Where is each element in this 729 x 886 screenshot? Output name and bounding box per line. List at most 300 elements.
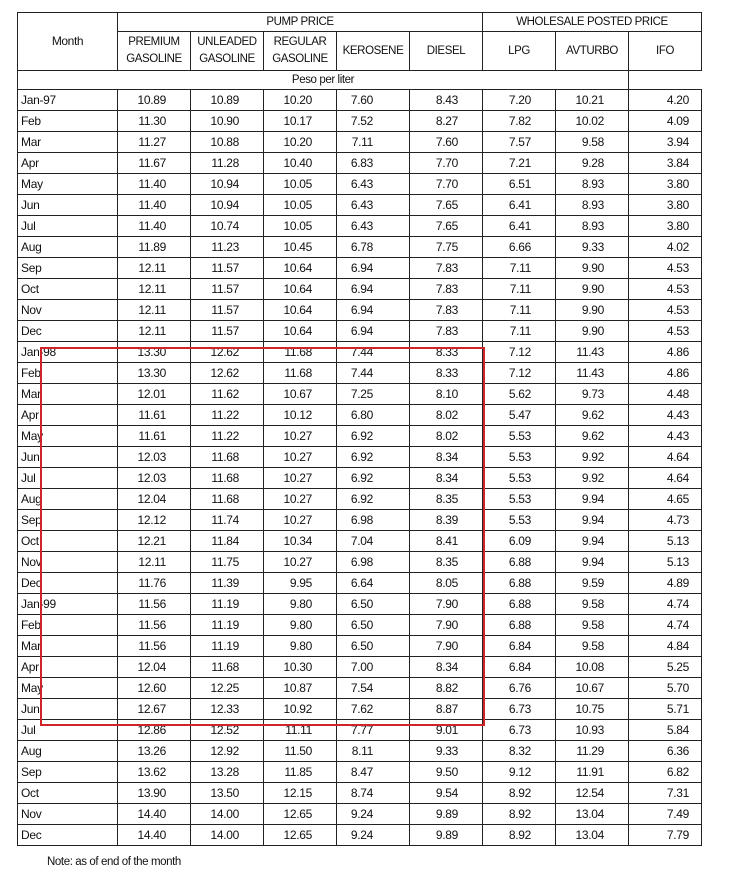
month-cell: Oct: [18, 531, 118, 552]
column-header-line1: IFO: [656, 44, 674, 57]
price-cell: 10.87: [264, 678, 337, 699]
price-cell: 10.88: [191, 132, 264, 153]
price-cell: 11.57: [191, 279, 264, 300]
price-cell: 4.48: [629, 384, 702, 405]
price-cell: 11.68: [191, 447, 264, 468]
price-cell: 11.40: [118, 216, 191, 237]
price-cell: 4.43: [629, 405, 702, 426]
price-cell: 6.73: [483, 720, 556, 741]
price-cell: 10.17: [264, 111, 337, 132]
price-cell: 13.62: [118, 762, 191, 783]
price-cell: 7.44: [337, 342, 410, 363]
price-cell: 7.70: [410, 174, 483, 195]
price-cell: 6.94: [337, 279, 410, 300]
price-cell: 7.11: [483, 258, 556, 279]
price-cell: 14.00: [191, 804, 264, 825]
price-cell: 9.62: [556, 426, 629, 447]
month-cell: Nov: [18, 804, 118, 825]
price-cell: 6.92: [337, 489, 410, 510]
price-cell: 7.83: [410, 321, 483, 342]
month-cell: Sep: [18, 258, 118, 279]
price-cell: 5.62: [483, 384, 556, 405]
price-cell: 9.94: [556, 510, 629, 531]
price-cell: 4.64: [629, 468, 702, 489]
price-cell: 6.92: [337, 426, 410, 447]
price-cell: 9.54: [410, 783, 483, 804]
price-cell: 10.30: [264, 657, 337, 678]
price-cell: 8.93: [556, 216, 629, 237]
price-cell: 10.27: [264, 426, 337, 447]
price-cell: 7.90: [410, 615, 483, 636]
price-cell: 7.20: [483, 90, 556, 111]
price-cell: 9.94: [556, 552, 629, 573]
price-cell: 7.77: [337, 720, 410, 741]
price-cell: 3.80: [629, 195, 702, 216]
price-cell: 11.56: [118, 636, 191, 657]
price-cell: 13.30: [118, 363, 191, 384]
price-cell: 11.27: [118, 132, 191, 153]
table-row: [18, 342, 702, 363]
table-row: [18, 468, 702, 489]
price-cell: 14.40: [118, 825, 191, 846]
price-cell: 6.50: [337, 594, 410, 615]
price-cell: 11.84: [191, 531, 264, 552]
table-row: [18, 258, 702, 279]
price-cell: 4.74: [629, 615, 702, 636]
price-cell: 4.20: [629, 90, 702, 111]
price-cell: 8.33: [410, 363, 483, 384]
month-cell: Jul: [18, 468, 118, 489]
table-row: [18, 153, 702, 174]
price-cell: 8.10: [410, 384, 483, 405]
price-cell: 11.19: [191, 594, 264, 615]
price-cell: 8.93: [556, 195, 629, 216]
price-cell: 6.51: [483, 174, 556, 195]
price-cell: 8.87: [410, 699, 483, 720]
table-row: [18, 552, 702, 573]
price-cell: 8.82: [410, 678, 483, 699]
price-cell: 9.24: [337, 804, 410, 825]
price-cell: 9.89: [410, 825, 483, 846]
table-row: [18, 384, 702, 405]
price-cell: 13.50: [191, 783, 264, 804]
price-cell: 12.11: [118, 258, 191, 279]
price-cell: 8.35: [410, 552, 483, 573]
month-cell: Jan-97: [18, 90, 118, 111]
price-cell: 6.43: [337, 216, 410, 237]
table-row: [18, 489, 702, 510]
month-cell: Oct: [18, 279, 118, 300]
price-cell: 12.92: [191, 741, 264, 762]
column-header-line2: GASOLINE: [199, 53, 255, 65]
month-cell: Feb: [18, 111, 118, 132]
price-cell: 7.57: [483, 132, 556, 153]
price-cell: 11.30: [118, 111, 191, 132]
month-cell: Feb: [18, 363, 118, 384]
month-cell: Apr: [18, 153, 118, 174]
price-cell: 8.41: [410, 531, 483, 552]
table-row: [18, 573, 702, 594]
price-cell: 8.33: [410, 342, 483, 363]
month-cell: Mar: [18, 636, 118, 657]
price-cell: 6.76: [483, 678, 556, 699]
price-table: [17, 12, 702, 846]
price-cell: 11.23: [191, 237, 264, 258]
price-cell: 8.05: [410, 573, 483, 594]
price-cell: 13.26: [118, 741, 191, 762]
price-cell: 9.50: [410, 762, 483, 783]
price-table-sheet: [17, 12, 701, 846]
price-cell: 6.41: [483, 216, 556, 237]
month-cell: Apr: [18, 405, 118, 426]
price-cell: 12.01: [118, 384, 191, 405]
table-row: [18, 90, 702, 111]
price-cell: 5.53: [483, 426, 556, 447]
price-cell: 14.40: [118, 804, 191, 825]
price-cell: 9.80: [264, 594, 337, 615]
column-header-line1: LPG: [508, 44, 530, 57]
table-row: [18, 174, 702, 195]
price-cell: 6.41: [483, 195, 556, 216]
price-cell: 7.11: [337, 132, 410, 153]
price-cell: 9.58: [556, 636, 629, 657]
price-cell: 11.22: [191, 426, 264, 447]
price-cell: 11.50: [264, 741, 337, 762]
price-cell: 9.58: [556, 132, 629, 153]
price-cell: 10.93: [556, 720, 629, 741]
month-cell: Jan-99: [18, 594, 118, 615]
table-row: [18, 237, 702, 258]
price-cell: 11.56: [118, 594, 191, 615]
price-cell: 10.02: [556, 111, 629, 132]
price-cell: 4.65: [629, 489, 702, 510]
price-cell: 4.09: [629, 111, 702, 132]
price-cell: 10.20: [264, 132, 337, 153]
price-cell: 6.94: [337, 258, 410, 279]
price-cell: 12.33: [191, 699, 264, 720]
month-cell: Apr: [18, 657, 118, 678]
price-cell: 11.68: [191, 468, 264, 489]
price-cell: 9.92: [556, 447, 629, 468]
price-cell: 11.19: [191, 615, 264, 636]
price-cell: 11.91: [556, 762, 629, 783]
price-cell: 10.05: [264, 216, 337, 237]
price-cell: 6.88: [483, 615, 556, 636]
price-cell: 4.53: [629, 258, 702, 279]
price-cell: 7.79: [629, 825, 702, 846]
price-cell: 6.43: [337, 195, 410, 216]
price-cell: 11.57: [191, 300, 264, 321]
price-cell: 6.98: [337, 510, 410, 531]
price-cell: 11.61: [118, 426, 191, 447]
price-cell: 7.11: [483, 300, 556, 321]
price-cell: 12.04: [118, 489, 191, 510]
price-cell: 7.54: [337, 678, 410, 699]
price-cell: 11.62: [191, 384, 264, 405]
price-cell: 9.95: [264, 573, 337, 594]
price-cell: 6.83: [337, 153, 410, 174]
price-cell: 11.61: [118, 405, 191, 426]
column-header-line2: GASOLINE: [272, 53, 328, 65]
price-cell: 3.80: [629, 174, 702, 195]
price-cell: 8.43: [410, 90, 483, 111]
price-cell: 10.27: [264, 468, 337, 489]
price-cell: 12.62: [191, 342, 264, 363]
month-cell: Jun: [18, 195, 118, 216]
table-row: [18, 321, 702, 342]
price-cell: 7.65: [410, 216, 483, 237]
column-header: [264, 32, 337, 71]
price-cell: 9.59: [556, 573, 629, 594]
table-row: [18, 405, 702, 426]
month-cell: May: [18, 678, 118, 699]
price-cell: 6.73: [483, 699, 556, 720]
table-row: [18, 699, 702, 720]
price-cell: 13.04: [556, 804, 629, 825]
month-cell: Dec: [18, 321, 118, 342]
price-cell: 12.15: [264, 783, 337, 804]
price-cell: 10.75: [556, 699, 629, 720]
price-cell: 7.52: [337, 111, 410, 132]
table-row: [18, 678, 702, 699]
price-cell: 8.27: [410, 111, 483, 132]
price-cell: 4.53: [629, 321, 702, 342]
unit-label: Peso per liter: [18, 71, 629, 90]
table-row: [18, 279, 702, 300]
price-cell: 6.50: [337, 615, 410, 636]
price-cell: 7.90: [410, 594, 483, 615]
price-cell: 4.43: [629, 426, 702, 447]
column-header-line1: UNLEADED: [197, 36, 257, 48]
price-cell: 11.89: [118, 237, 191, 258]
price-cell: 6.84: [483, 657, 556, 678]
price-cell: 10.89: [118, 90, 191, 111]
price-cell: 11.68: [264, 342, 337, 363]
price-cell: 12.03: [118, 468, 191, 489]
price-cell: 3.94: [629, 132, 702, 153]
month-cell: Nov: [18, 552, 118, 573]
price-cell: 10.74: [191, 216, 264, 237]
month-cell: Feb: [18, 615, 118, 636]
table-row: [18, 426, 702, 447]
price-cell: 6.64: [337, 573, 410, 594]
price-cell: 9.58: [556, 615, 629, 636]
price-cell: 10.40: [264, 153, 337, 174]
price-cell: 8.02: [410, 426, 483, 447]
price-cell: 13.28: [191, 762, 264, 783]
price-cell: 11.67: [118, 153, 191, 174]
price-cell: 5.53: [483, 510, 556, 531]
price-cell: 8.74: [337, 783, 410, 804]
table-row: [18, 615, 702, 636]
price-cell: 11.57: [191, 321, 264, 342]
price-cell: 8.92: [483, 804, 556, 825]
price-cell: 10.90: [191, 111, 264, 132]
price-cell: 8.92: [483, 825, 556, 846]
price-cell: 8.32: [483, 741, 556, 762]
price-cell: 3.84: [629, 153, 702, 174]
column-header-line2: GASOLINE: [126, 53, 182, 65]
price-cell: 12.11: [118, 552, 191, 573]
column-header-row: [18, 32, 702, 71]
price-cell: 9.90: [556, 258, 629, 279]
price-cell: 11.11: [264, 720, 337, 741]
price-cell: 9.33: [556, 237, 629, 258]
table-header: [18, 13, 702, 90]
price-cell: 10.92: [264, 699, 337, 720]
price-cell: 7.21: [483, 153, 556, 174]
price-cell: 7.12: [483, 342, 556, 363]
column-header: [483, 32, 556, 71]
price-cell: 6.36: [629, 741, 702, 762]
month-cell: Dec: [18, 573, 118, 594]
price-cell: 11.40: [118, 174, 191, 195]
price-cell: 6.88: [483, 594, 556, 615]
price-cell: 4.89: [629, 573, 702, 594]
price-cell: 11.76: [118, 573, 191, 594]
price-cell: 4.02: [629, 237, 702, 258]
price-cell: 4.84: [629, 636, 702, 657]
price-cell: 8.34: [410, 468, 483, 489]
price-cell: 11.56: [118, 615, 191, 636]
price-cell: 7.90: [410, 636, 483, 657]
price-cell: 11.68: [191, 657, 264, 678]
price-cell: 8.34: [410, 657, 483, 678]
month-cell: May: [18, 174, 118, 195]
price-cell: 7.49: [629, 804, 702, 825]
price-cell: 12.11: [118, 279, 191, 300]
price-cell: 7.83: [410, 258, 483, 279]
price-cell: 11.68: [264, 363, 337, 384]
pump-price-group-header: PUMP PRICE: [118, 13, 483, 32]
price-cell: 6.66: [483, 237, 556, 258]
month-cell: Jun: [18, 447, 118, 468]
price-cell: 10.08: [556, 657, 629, 678]
price-cell: 7.60: [337, 90, 410, 111]
wholesale-price-group-header: WHOLESALE POSTED PRICE: [483, 13, 702, 32]
month-cell: Mar: [18, 132, 118, 153]
price-cell: 11.85: [264, 762, 337, 783]
footnote: Note: as of end of the month: [47, 856, 181, 868]
price-cell: 12.21: [118, 531, 191, 552]
price-cell: 4.53: [629, 279, 702, 300]
price-cell: 8.34: [410, 447, 483, 468]
column-header-line1: KEROSENE: [342, 44, 404, 57]
price-cell: 9.12: [483, 762, 556, 783]
price-cell: 11.28: [191, 153, 264, 174]
price-cell: 5.53: [483, 489, 556, 510]
price-cell: 9.24: [337, 825, 410, 846]
price-cell: 5.70: [629, 678, 702, 699]
table-row: [18, 531, 702, 552]
column-header: [118, 32, 191, 71]
price-cell: 6.98: [337, 552, 410, 573]
price-cell: 10.05: [264, 174, 337, 195]
month-cell: Aug: [18, 741, 118, 762]
price-cell: 10.67: [264, 384, 337, 405]
price-cell: 11.43: [556, 363, 629, 384]
table-row: [18, 762, 702, 783]
price-cell: 12.54: [556, 783, 629, 804]
table-row: [18, 363, 702, 384]
month-cell: Sep: [18, 510, 118, 531]
price-cell: 12.86: [118, 720, 191, 741]
column-header-line1: DIESEL: [426, 44, 466, 57]
price-cell: 5.13: [629, 531, 702, 552]
price-cell: 13.04: [556, 825, 629, 846]
table-row: [18, 195, 702, 216]
month-cell: May: [18, 426, 118, 447]
price-cell: 5.71: [629, 699, 702, 720]
price-cell: 7.31: [629, 783, 702, 804]
price-cell: 9.94: [556, 531, 629, 552]
price-cell: 12.25: [191, 678, 264, 699]
price-cell: 10.20: [264, 90, 337, 111]
price-cell: 12.12: [118, 510, 191, 531]
month-cell: Jul: [18, 720, 118, 741]
price-cell: 11.19: [191, 636, 264, 657]
price-cell: 8.93: [556, 174, 629, 195]
month-cell: Jul: [18, 216, 118, 237]
month-cell: Aug: [18, 489, 118, 510]
price-cell: 7.00: [337, 657, 410, 678]
table-row: [18, 447, 702, 468]
price-cell: 4.86: [629, 342, 702, 363]
price-cell: 10.64: [264, 258, 337, 279]
price-cell: 7.04: [337, 531, 410, 552]
price-cell: 7.83: [410, 279, 483, 300]
price-cell: 7.11: [483, 321, 556, 342]
price-cell: 11.75: [191, 552, 264, 573]
price-cell: 12.11: [118, 321, 191, 342]
price-cell: 14.00: [191, 825, 264, 846]
table-row: [18, 741, 702, 762]
price-cell: 7.65: [410, 195, 483, 216]
month-cell: Aug: [18, 237, 118, 258]
price-cell: 5.53: [483, 447, 556, 468]
price-cell: 12.03: [118, 447, 191, 468]
price-cell: 6.82: [629, 762, 702, 783]
month-cell: Mar: [18, 384, 118, 405]
price-cell: 9.33: [410, 741, 483, 762]
price-cell: 12.11: [118, 300, 191, 321]
price-cell: 8.02: [410, 405, 483, 426]
price-cell: 8.39: [410, 510, 483, 531]
price-cell: 7.82: [483, 111, 556, 132]
table-row: [18, 825, 702, 846]
table-row: [18, 111, 702, 132]
price-cell: 10.27: [264, 552, 337, 573]
price-cell: 10.64: [264, 321, 337, 342]
price-cell: 5.13: [629, 552, 702, 573]
price-cell: 10.64: [264, 279, 337, 300]
price-cell: 9.94: [556, 489, 629, 510]
price-cell: 9.89: [410, 804, 483, 825]
month-cell: Nov: [18, 300, 118, 321]
column-header-line1: AVTURBO: [566, 44, 618, 57]
price-cell: 4.64: [629, 447, 702, 468]
price-cell: 11.40: [118, 195, 191, 216]
price-cell: 9.01: [410, 720, 483, 741]
price-cell: 10.21: [556, 90, 629, 111]
price-cell: 7.62: [337, 699, 410, 720]
column-header: [337, 32, 410, 71]
price-cell: 7.44: [337, 363, 410, 384]
price-cell: 12.67: [118, 699, 191, 720]
price-cell: 4.53: [629, 300, 702, 321]
price-cell: 9.92: [556, 468, 629, 489]
price-cell: 11.22: [191, 405, 264, 426]
